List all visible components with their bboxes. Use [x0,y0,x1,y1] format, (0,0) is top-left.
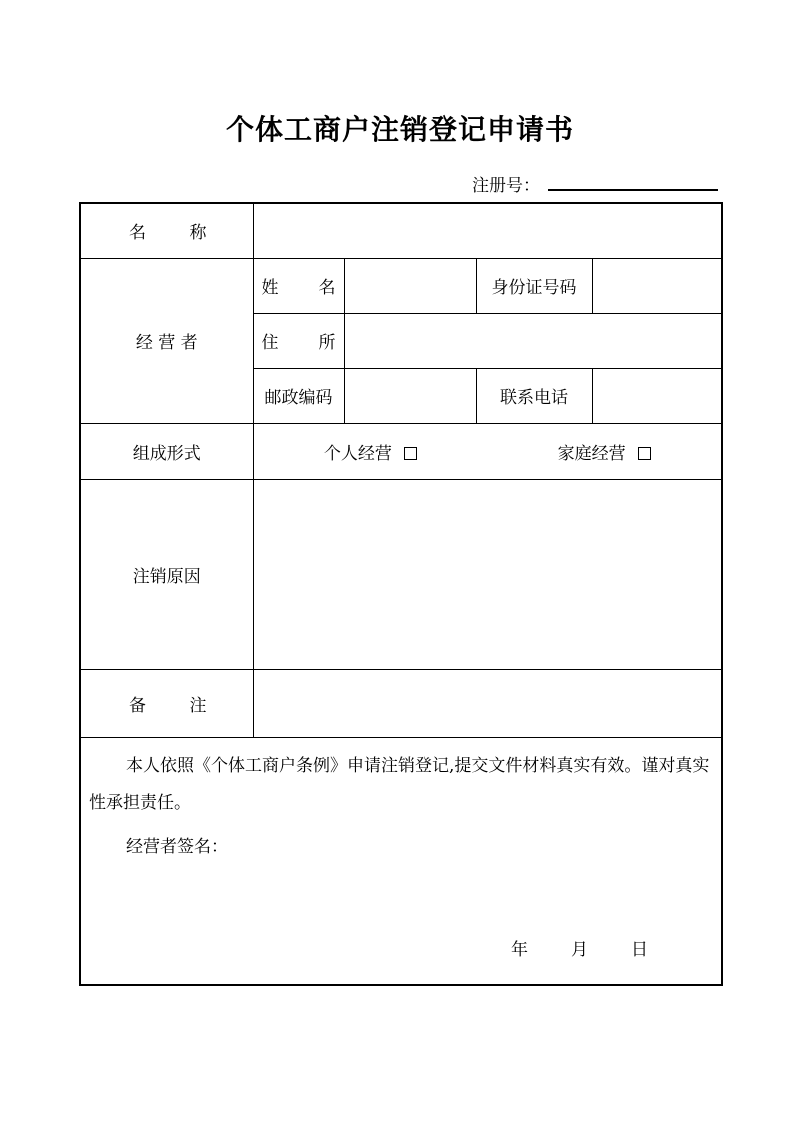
date-year: 年 [511,939,528,960]
declaration-text: 本人依照《个体工商户条例》申请注销登记,提交文件材料真实有效。谨对真实性承担责任。 [89,755,710,813]
label-remarks-a: 备 [129,695,146,716]
row-cancellation-reason [80,479,722,669]
label-cell-name [80,203,253,258]
date-month: 月 [571,939,588,960]
input-id-number[interactable] [592,258,722,313]
declaration-cell [80,737,722,985]
registration-number-label: 注册号： [472,176,540,196]
input-address[interactable] [344,313,722,368]
application-form-table [79,202,723,986]
label-remarks-b: 注 [189,695,207,716]
label-person-name-a: 姓 [261,278,279,298]
option-individual-label: 个人经营 [323,443,392,464]
input-phone[interactable] [592,368,722,423]
label-address-a: 住 [261,333,279,353]
signature-label: 经营者签名： [126,836,228,857]
date-line [511,935,691,960]
label-phone: 联系电话 [476,368,592,423]
date-day: 日 [631,939,648,960]
input-cancellation-reason[interactable] [253,479,722,669]
page-title: 个体工商户注销登记申请书 [225,113,574,146]
organization-form-options [253,423,722,479]
row-organization-form [80,423,722,479]
row-declaration [80,737,722,985]
label-cell-address [253,313,344,368]
checkbox-family[interactable] [638,447,651,460]
option-family-label: 家庭经营 [557,443,626,464]
option-family[interactable] [558,439,651,464]
input-business-name[interactable] [253,203,722,258]
checkbox-individual[interactable] [404,447,417,460]
row-operator-name [80,258,722,313]
row-name [80,203,722,258]
label-name-b: 称 [189,223,207,244]
label-operator: 经 营 者 [80,258,253,423]
input-person-name[interactable] [344,258,476,313]
input-remarks[interactable] [253,669,722,737]
label-id-number: 身份证号码 [476,258,592,313]
label-postcode: 邮政编码 [253,368,344,423]
label-address-b: 所 [318,333,336,353]
option-individual[interactable] [324,439,417,464]
label-cell-person-name [253,258,344,313]
label-person-name-b: 名 [318,278,336,298]
label-organization-form: 组成形式 [80,423,253,479]
registration-number-field[interactable] [548,189,718,191]
row-remarks [80,669,722,737]
label-cancellation-reason: 注销原因 [80,479,253,669]
label-name-a: 名 [129,223,146,244]
input-postcode[interactable] [344,368,476,423]
label-cell-remarks [80,669,253,737]
